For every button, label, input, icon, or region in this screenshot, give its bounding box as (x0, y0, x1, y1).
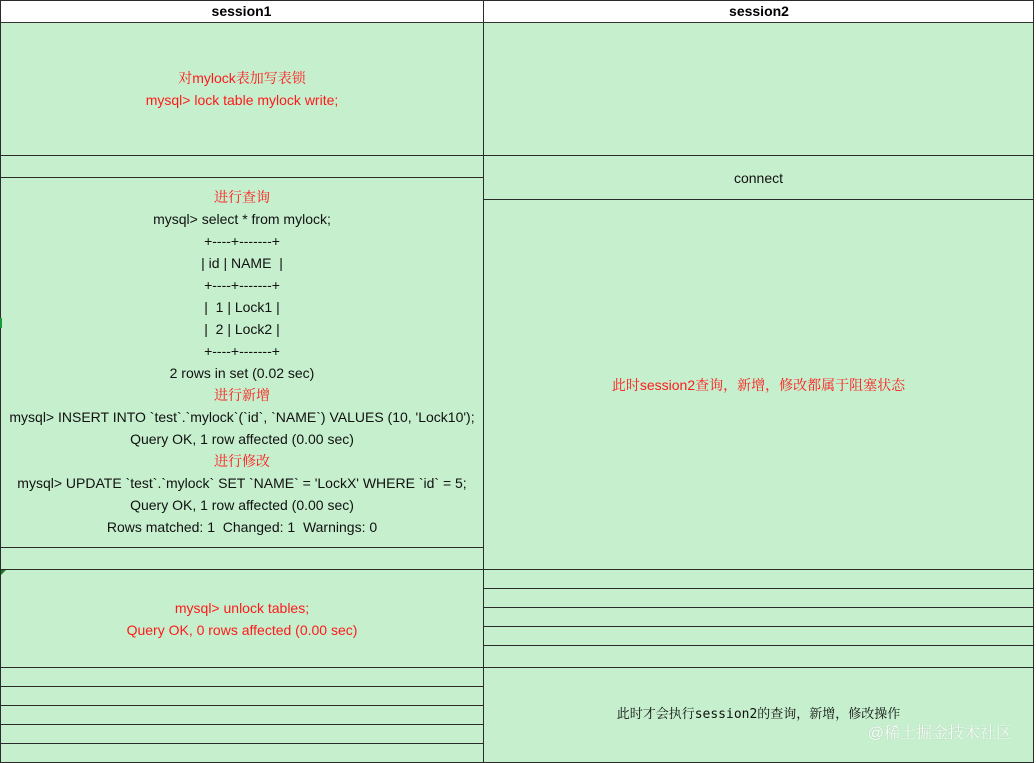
grid-line (0, 177, 484, 178)
grid-line (483, 626, 1034, 627)
cell-session2-resume (484, 668, 1033, 762)
resume-label: 此时才会执行session2的查询，新增，修改操作 (616, 707, 901, 722)
result-border: +----+-------+ (204, 277, 280, 293)
insert-comment: 进行新增 (214, 387, 270, 403)
result-header: | id | NAME | (201, 255, 283, 271)
header-session1-label: session1 (211, 3, 272, 19)
result-row: | 2 | Lock2 | (204, 321, 280, 337)
connect-label: connect (733, 169, 784, 186)
update-command: mysql> UPDATE `test`.`mylock` SET `NAME` = 'LockX' WHERE `id` = 5; (17, 475, 467, 491)
grid-line (483, 607, 1034, 608)
result-border: +----+-------+ (204, 233, 280, 249)
lock-command: mysql> lock table mylock write; (145, 92, 339, 108)
cell-lock-table (1, 23, 483, 155)
update-result: Query OK, 1 row affected (0.00 sec) (130, 497, 354, 513)
cell-connect (484, 156, 1033, 199)
grid-line (0, 724, 484, 725)
insert-command: mysql> INSERT INTO `test`.`mylock`(`id`, `NAME`) VALUES (10, 'Lock10'); (9, 409, 475, 425)
result-border: +----+-------+ (204, 343, 280, 359)
lock-comment: 对mylock表加写表锁 (178, 70, 306, 86)
blocked-label: 此时session2查询，新增，修改都属于阻塞状态 (611, 376, 906, 393)
watermark: @稀土掘金技术社区 (867, 725, 1012, 742)
unlock-command: mysql> unlock tables; (174, 599, 310, 616)
grid-line (483, 645, 1034, 646)
insert-result: Query OK, 1 row affected (0.00 sec) (130, 431, 354, 447)
grid-right-border (1033, 0, 1034, 763)
grid-line (0, 667, 484, 668)
grid-line (0, 686, 484, 687)
column-header-session2 (484, 0, 1034, 23)
cell-blocked-status (484, 200, 1033, 569)
result-row: | 1 | Lock1 | (204, 299, 280, 315)
cell-unlock-tables (1, 570, 483, 667)
column-header-session1 (0, 0, 483, 23)
grid-line (483, 588, 1034, 589)
grid-line (0, 155, 484, 156)
update-rows-matched: Rows matched: 1 Changed: 1 Warnings: 0 (106, 519, 378, 535)
result-summary: 2 rows in set (0.02 sec) (169, 365, 315, 381)
grid-line (0, 743, 484, 744)
cell-session1-operations (1, 186, 483, 538)
query-comment: 进行查询 (214, 189, 270, 205)
header-session2-label: session2 (729, 3, 789, 19)
update-comment: 进行修改 (214, 453, 270, 469)
grid-line (0, 547, 484, 548)
unlock-result: Query OK, 0 rows affected (0.00 sec) (126, 621, 358, 638)
grid-line (0, 705, 484, 706)
grid-line (483, 569, 1034, 570)
select-command: mysql> select * from mylock; (153, 211, 331, 227)
grid-top-border (0, 0, 1034, 1)
